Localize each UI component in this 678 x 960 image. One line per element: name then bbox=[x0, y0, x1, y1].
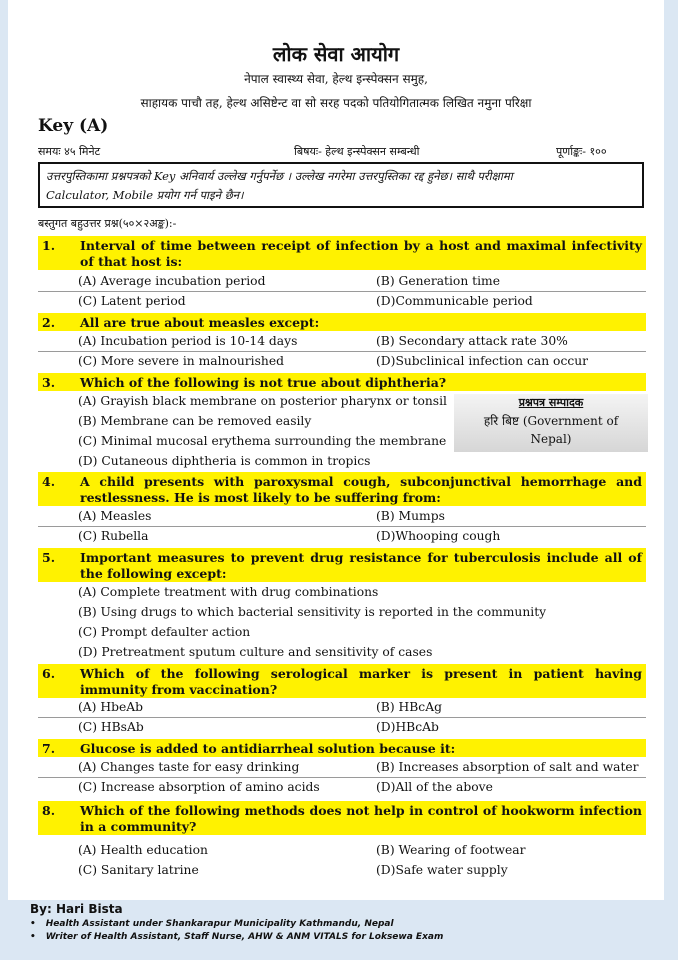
author-by-label: By: bbox=[30, 902, 52, 916]
exam-subtitle-1: नेपाल स्वास्थ्य सेवा, हेल्थ इन्स्पेक्सन समुह, bbox=[244, 72, 428, 86]
question-number: 1. bbox=[42, 238, 56, 253]
stamp-heading: प्रश्नपत्र सम्पादक bbox=[518, 396, 584, 409]
bullet-icon: • bbox=[30, 919, 36, 929]
option-b: (B) Secondary attack rate 30% bbox=[376, 334, 568, 348]
question-number: 8. bbox=[42, 803, 56, 818]
question-5 bbox=[38, 548, 646, 582]
option-d: (D) Cutaneous diphtheria is common in tropics bbox=[78, 454, 371, 468]
option-c: (C) Latent period bbox=[78, 294, 186, 308]
question-1 bbox=[38, 236, 646, 270]
question-text: Glucose is added to antidiarrheal solution because it: bbox=[80, 741, 456, 756]
question-number: 3. bbox=[42, 375, 56, 390]
exam-subtitle-2: साहायक पाचौ तह, हेल्थ असिष्टेन्ट वा सो सरह पदको पतियोगितात्मक लिखित नमुना परिक्षा bbox=[140, 96, 532, 110]
option-c: (C) Minimal mucosal erythema surrounding the membrane bbox=[78, 434, 447, 448]
option-b: (B) Wearing of footwear bbox=[376, 843, 526, 857]
question-text: Which of the following methods does not help in control of hookworm infection in a community? bbox=[80, 803, 642, 834]
option-a: (A) Grayish black membrane on posterior pharynx or tonsil bbox=[78, 394, 447, 408]
stamp-editor-affiliation: Nepal) bbox=[530, 432, 572, 446]
author-byline bbox=[30, 902, 630, 916]
option-a: (A) Incubation period is 10-14 days bbox=[78, 334, 298, 348]
option-c: (C) Rubella bbox=[78, 529, 149, 543]
option-d: (D)All of the above bbox=[376, 780, 493, 794]
option-d: (D)Whooping cough bbox=[376, 529, 501, 543]
author-credential-1: • Health Assistant under Shankarapur Municipality Kathmandu, Nepal bbox=[30, 919, 394, 929]
question-6 bbox=[38, 664, 646, 698]
author-credential-2: • Writer of Health Assistant, Staff Nurse, AHW & ANM VITALS for Loksewa Exam bbox=[30, 932, 444, 942]
instruction-line-1: उत्तरपुस्तिकामा प्रश्नपत्रको Key अनिवार्य उल्लेख गर्नुपर्नेछ । उल्लेख नगरेमा उत्तरपुस्तिका रद्द हुनेछ। साथै परीक्षामा bbox=[46, 169, 513, 183]
question-number: 6. bbox=[42, 666, 56, 681]
editor-stamp bbox=[454, 394, 648, 452]
question-2 bbox=[38, 313, 646, 331]
row-divider bbox=[38, 777, 646, 778]
option-d: (D) Pretreatment sputum culture and sensitivity of cases bbox=[78, 645, 433, 659]
author-name: Hari Bista bbox=[55, 902, 123, 916]
question-8 bbox=[38, 801, 646, 835]
option-d: (D)Safe water supply bbox=[376, 863, 508, 877]
option-d: (D)HBcAb bbox=[376, 720, 439, 734]
option-b: (B) Using drugs to which bacterial sensitivity is reported in the community bbox=[78, 605, 547, 619]
question-text: Which of the following is not true about diphtheria? bbox=[80, 375, 447, 390]
option-a: (A) Average incubation period bbox=[78, 274, 266, 288]
option-b: (B) Generation time bbox=[376, 274, 500, 288]
question-text: Important measures to prevent drug resistance for tuberculosis include all of the following except: bbox=[80, 550, 642, 581]
option-a: (A) Changes taste for easy drinking bbox=[78, 760, 300, 774]
option-b: (B) Increases absorption of salt and water bbox=[376, 760, 639, 774]
instruction-box bbox=[38, 162, 644, 208]
bullet-icon: • bbox=[30, 932, 36, 942]
option-b: (B) Mumps bbox=[376, 509, 445, 523]
row-divider bbox=[38, 717, 646, 718]
exam-subject: बिषयः- हेल्थ इन्स्पेक्सन सम्बन्धी bbox=[294, 145, 420, 158]
exam-title: लोक सेवा आयोग bbox=[272, 42, 400, 66]
stamp-editor-name: हरि बिष्ट (Government of bbox=[483, 414, 619, 428]
option-c: (C) Increase absorption of amino acids bbox=[78, 780, 320, 794]
option-c: (C) More severe in malnourished bbox=[78, 354, 284, 368]
question-text: All are true about measles except: bbox=[80, 315, 320, 330]
exam-page bbox=[8, 0, 664, 900]
row-divider bbox=[38, 291, 646, 292]
author-footer bbox=[30, 902, 630, 942]
option-a: (A) Health education bbox=[78, 843, 208, 857]
question-4 bbox=[38, 472, 646, 506]
option-c: (C) Prompt defaulter action bbox=[78, 625, 251, 639]
question-3 bbox=[38, 373, 646, 391]
option-b: (B) HBcAg bbox=[376, 700, 442, 714]
option-a: (A) Measles bbox=[78, 509, 152, 523]
option-d: (D)Subclinical infection can occur bbox=[376, 354, 589, 368]
option-c: (C) Sanitary latrine bbox=[78, 863, 199, 877]
answer-key-label: Key (A) bbox=[38, 116, 109, 136]
question-number: 5. bbox=[42, 550, 56, 565]
instruction-line-2: Calculator, Mobile प्रयोग गर्न पाइने छैन। bbox=[46, 188, 244, 202]
question-number: 2. bbox=[42, 315, 56, 330]
question-number: 4. bbox=[42, 474, 56, 489]
option-d: (D)Communicable period bbox=[376, 294, 533, 308]
question-number: 7. bbox=[42, 741, 56, 756]
question-7 bbox=[38, 739, 646, 757]
exam-time: समयः ४५ मिनेट bbox=[38, 145, 101, 158]
question-text: Interval of time between receipt of infection by a host and maximal infectivity of that host is: bbox=[80, 238, 642, 269]
option-c: (C) HBsAb bbox=[78, 720, 144, 734]
row-divider bbox=[38, 526, 646, 527]
question-text: A child presents with paroxysmal cough, subconjunctival hemorrhage and restlessness. He is most likely to be suffering from: bbox=[80, 474, 642, 505]
exam-full-marks: पूर्णाङ्कः- १०० bbox=[556, 145, 607, 158]
section-heading: बस्तुगत बहुउत्तर प्रश्न(५०×२अङ्क):- bbox=[38, 217, 177, 230]
option-a: (A) HbeAb bbox=[78, 700, 144, 714]
question-text: Which of the following serological marker is present in patient having immunity from vaccination? bbox=[80, 666, 642, 697]
option-b: (B) Membrane can be removed easily bbox=[78, 414, 312, 428]
row-divider bbox=[38, 351, 646, 352]
option-a: (A) Complete treatment with drug combinations bbox=[78, 585, 379, 599]
